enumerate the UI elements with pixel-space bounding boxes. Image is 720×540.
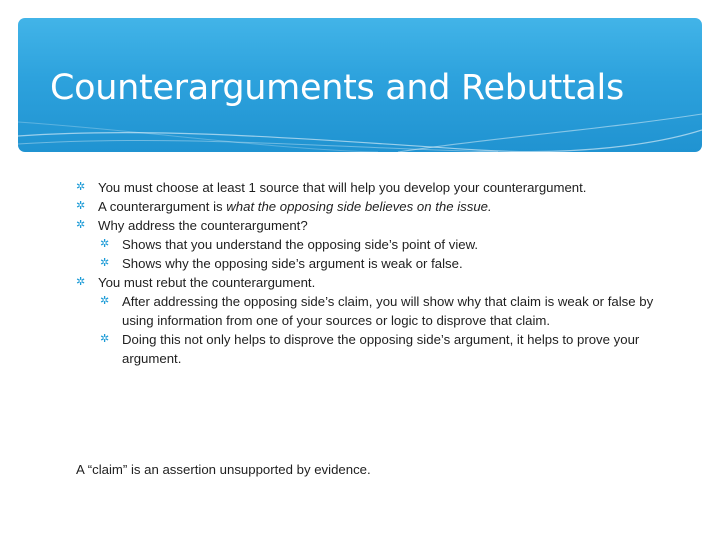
list-item-text: Shows why the opposing side’s argument is weak or false. <box>122 256 463 271</box>
list-item <box>76 197 666 216</box>
list-item-text: A counterargument is <box>98 199 227 214</box>
sub-list-item <box>100 292 666 330</box>
slide-body <box>76 178 666 368</box>
asterisk-bullet-icon: ✲ <box>100 257 110 269</box>
title-banner <box>18 18 702 152</box>
sub-list-item <box>100 254 666 273</box>
list-item <box>76 178 666 197</box>
slide-title: Counterarguments and Rebuttals <box>50 68 624 108</box>
footnote: A “claim” is an assertion unsupported by evidence. <box>76 462 371 477</box>
list-item-text: You must rebut the counterargument. <box>98 275 316 290</box>
list-item-italic-text: what the opposing side believes on the issue. <box>226 199 492 214</box>
asterisk-bullet-icon: ✲ <box>100 238 110 250</box>
list-item-text: You must choose at least 1 source that will help you develop your counterargument. <box>98 180 587 195</box>
sub-list-item <box>100 330 666 368</box>
asterisk-bullet-icon: ✲ <box>100 295 110 307</box>
asterisk-bullet-icon: ✲ <box>76 181 86 193</box>
list-item-text: Shows that you understand the opposing side’s point of view. <box>122 237 479 252</box>
list-item-text: After addressing the opposing side’s claim, you will show why that claim is weak or false by using information from one of your sources or logic to disprove that claim. <box>122 294 654 328</box>
list-item-text: Doing this not only helps to disprove the opposing side’s argument, it helps to prove your argument. <box>122 332 640 366</box>
asterisk-bullet-icon: ✲ <box>100 333 110 345</box>
asterisk-bullet-icon: ✲ <box>76 219 86 231</box>
list-item-text: Why address the counterargument? <box>98 218 308 233</box>
list-item <box>76 273 666 292</box>
asterisk-bullet-icon: ✲ <box>76 276 86 288</box>
bullet-list <box>76 178 666 368</box>
list-item <box>76 216 666 235</box>
asterisk-bullet-icon: ✲ <box>76 200 86 212</box>
sub-list-item <box>100 235 666 254</box>
